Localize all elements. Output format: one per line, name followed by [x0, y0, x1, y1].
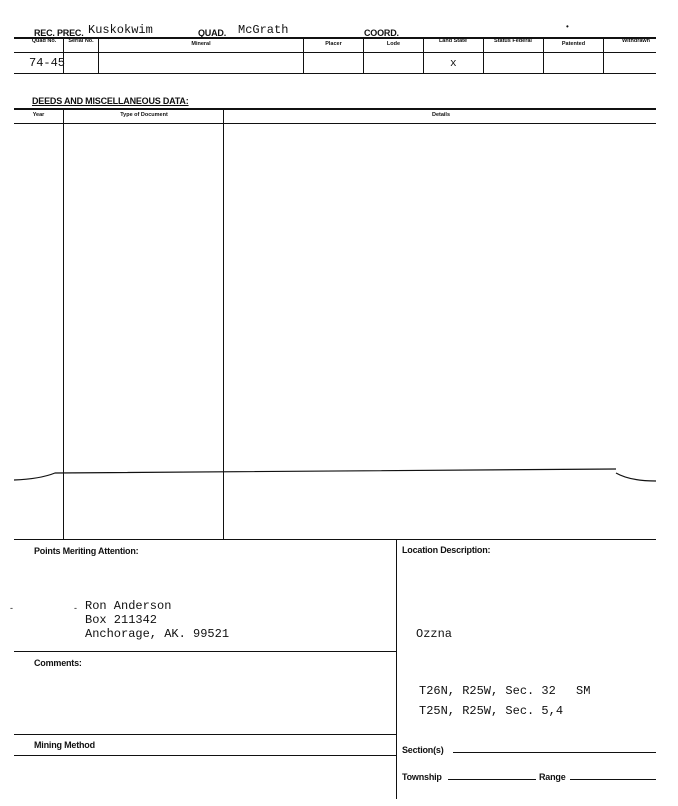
col-details: Details: [431, 112, 451, 118]
location-place: Ozzna: [416, 627, 453, 641]
col-divider: [363, 38, 364, 73]
deeds-bottom-rule: [14, 539, 656, 540]
address-line-city: Anchorage, AK. 99521: [85, 627, 230, 641]
land-state-mark: x: [450, 58, 457, 70]
location-meridian: SM: [576, 684, 591, 698]
stray-mark: -: [10, 603, 13, 613]
township-field-line: [448, 779, 536, 780]
mining-method-label: Mining Method: [34, 740, 95, 750]
location-line-2: T25N, R25W, Sec. 5,4: [419, 704, 564, 718]
col-land-state: Land State: [438, 38, 468, 44]
col-type-of-document: Type of Document: [120, 112, 168, 118]
deeds-title: DEEDS AND MISCELLANEOUS DATA:: [32, 96, 189, 106]
sections-label: Section(s): [402, 745, 444, 755]
quad-label: QUAD.: [198, 28, 226, 38]
quad-no-value: 74-45: [29, 56, 66, 70]
location-divider: [396, 539, 397, 799]
location-label: Location Description:: [402, 545, 491, 555]
col-patented: Patented: [561, 41, 586, 47]
col-withdrawn: Withdrawn: [621, 38, 651, 44]
rec-prec-value: Kuskokwim: [88, 23, 153, 37]
range-field-line: [570, 779, 656, 780]
mining-bottom-rule: [14, 755, 396, 756]
col-lode: Lode: [386, 41, 401, 47]
comments-rule: [14, 651, 396, 652]
page-splice-line: [0, 462, 678, 492]
col-divider: [603, 38, 604, 73]
address-line-box: Box 211342: [85, 613, 158, 627]
address-line-name: Ron Anderson: [85, 599, 172, 613]
col-placer: Placer: [325, 41, 342, 47]
col-divider: [303, 38, 304, 73]
col-mineral: Mineral: [191, 41, 211, 47]
coord-label: COORD.: [364, 28, 399, 38]
col-divider: [98, 38, 99, 73]
table-top-rule: [14, 37, 656, 39]
comments-label: Comments:: [34, 658, 82, 668]
township-label: Township: [402, 772, 442, 782]
col-quad-no: Quad No.: [31, 38, 57, 44]
points-label: Points Meriting Attention:: [34, 546, 139, 556]
col-divider: [543, 38, 544, 73]
mining-rule: [14, 734, 396, 735]
rec-prec-label: REC. PREC.: [34, 28, 84, 38]
col-divider: [483, 38, 484, 73]
location-line-1: T26N, R25W, Sec. 32: [419, 684, 556, 698]
stray-mark: -: [74, 603, 77, 613]
col-status-federal: Status Federal: [494, 38, 532, 44]
address-block: [85, 599, 229, 641]
col-divider: [423, 38, 424, 73]
quad-value: McGrath: [238, 23, 289, 37]
sections-field-line: [453, 752, 656, 753]
range-label: Range: [539, 772, 566, 782]
col-serial-no: Serial No.: [68, 38, 94, 44]
stray-mark: •: [566, 22, 569, 31]
deeds-header-rule: [14, 123, 656, 124]
table-bottom-rule: [14, 73, 656, 74]
deeds-top-rule: [14, 108, 656, 110]
col-year: Year: [32, 112, 45, 118]
table-header-rule: [14, 52, 656, 53]
